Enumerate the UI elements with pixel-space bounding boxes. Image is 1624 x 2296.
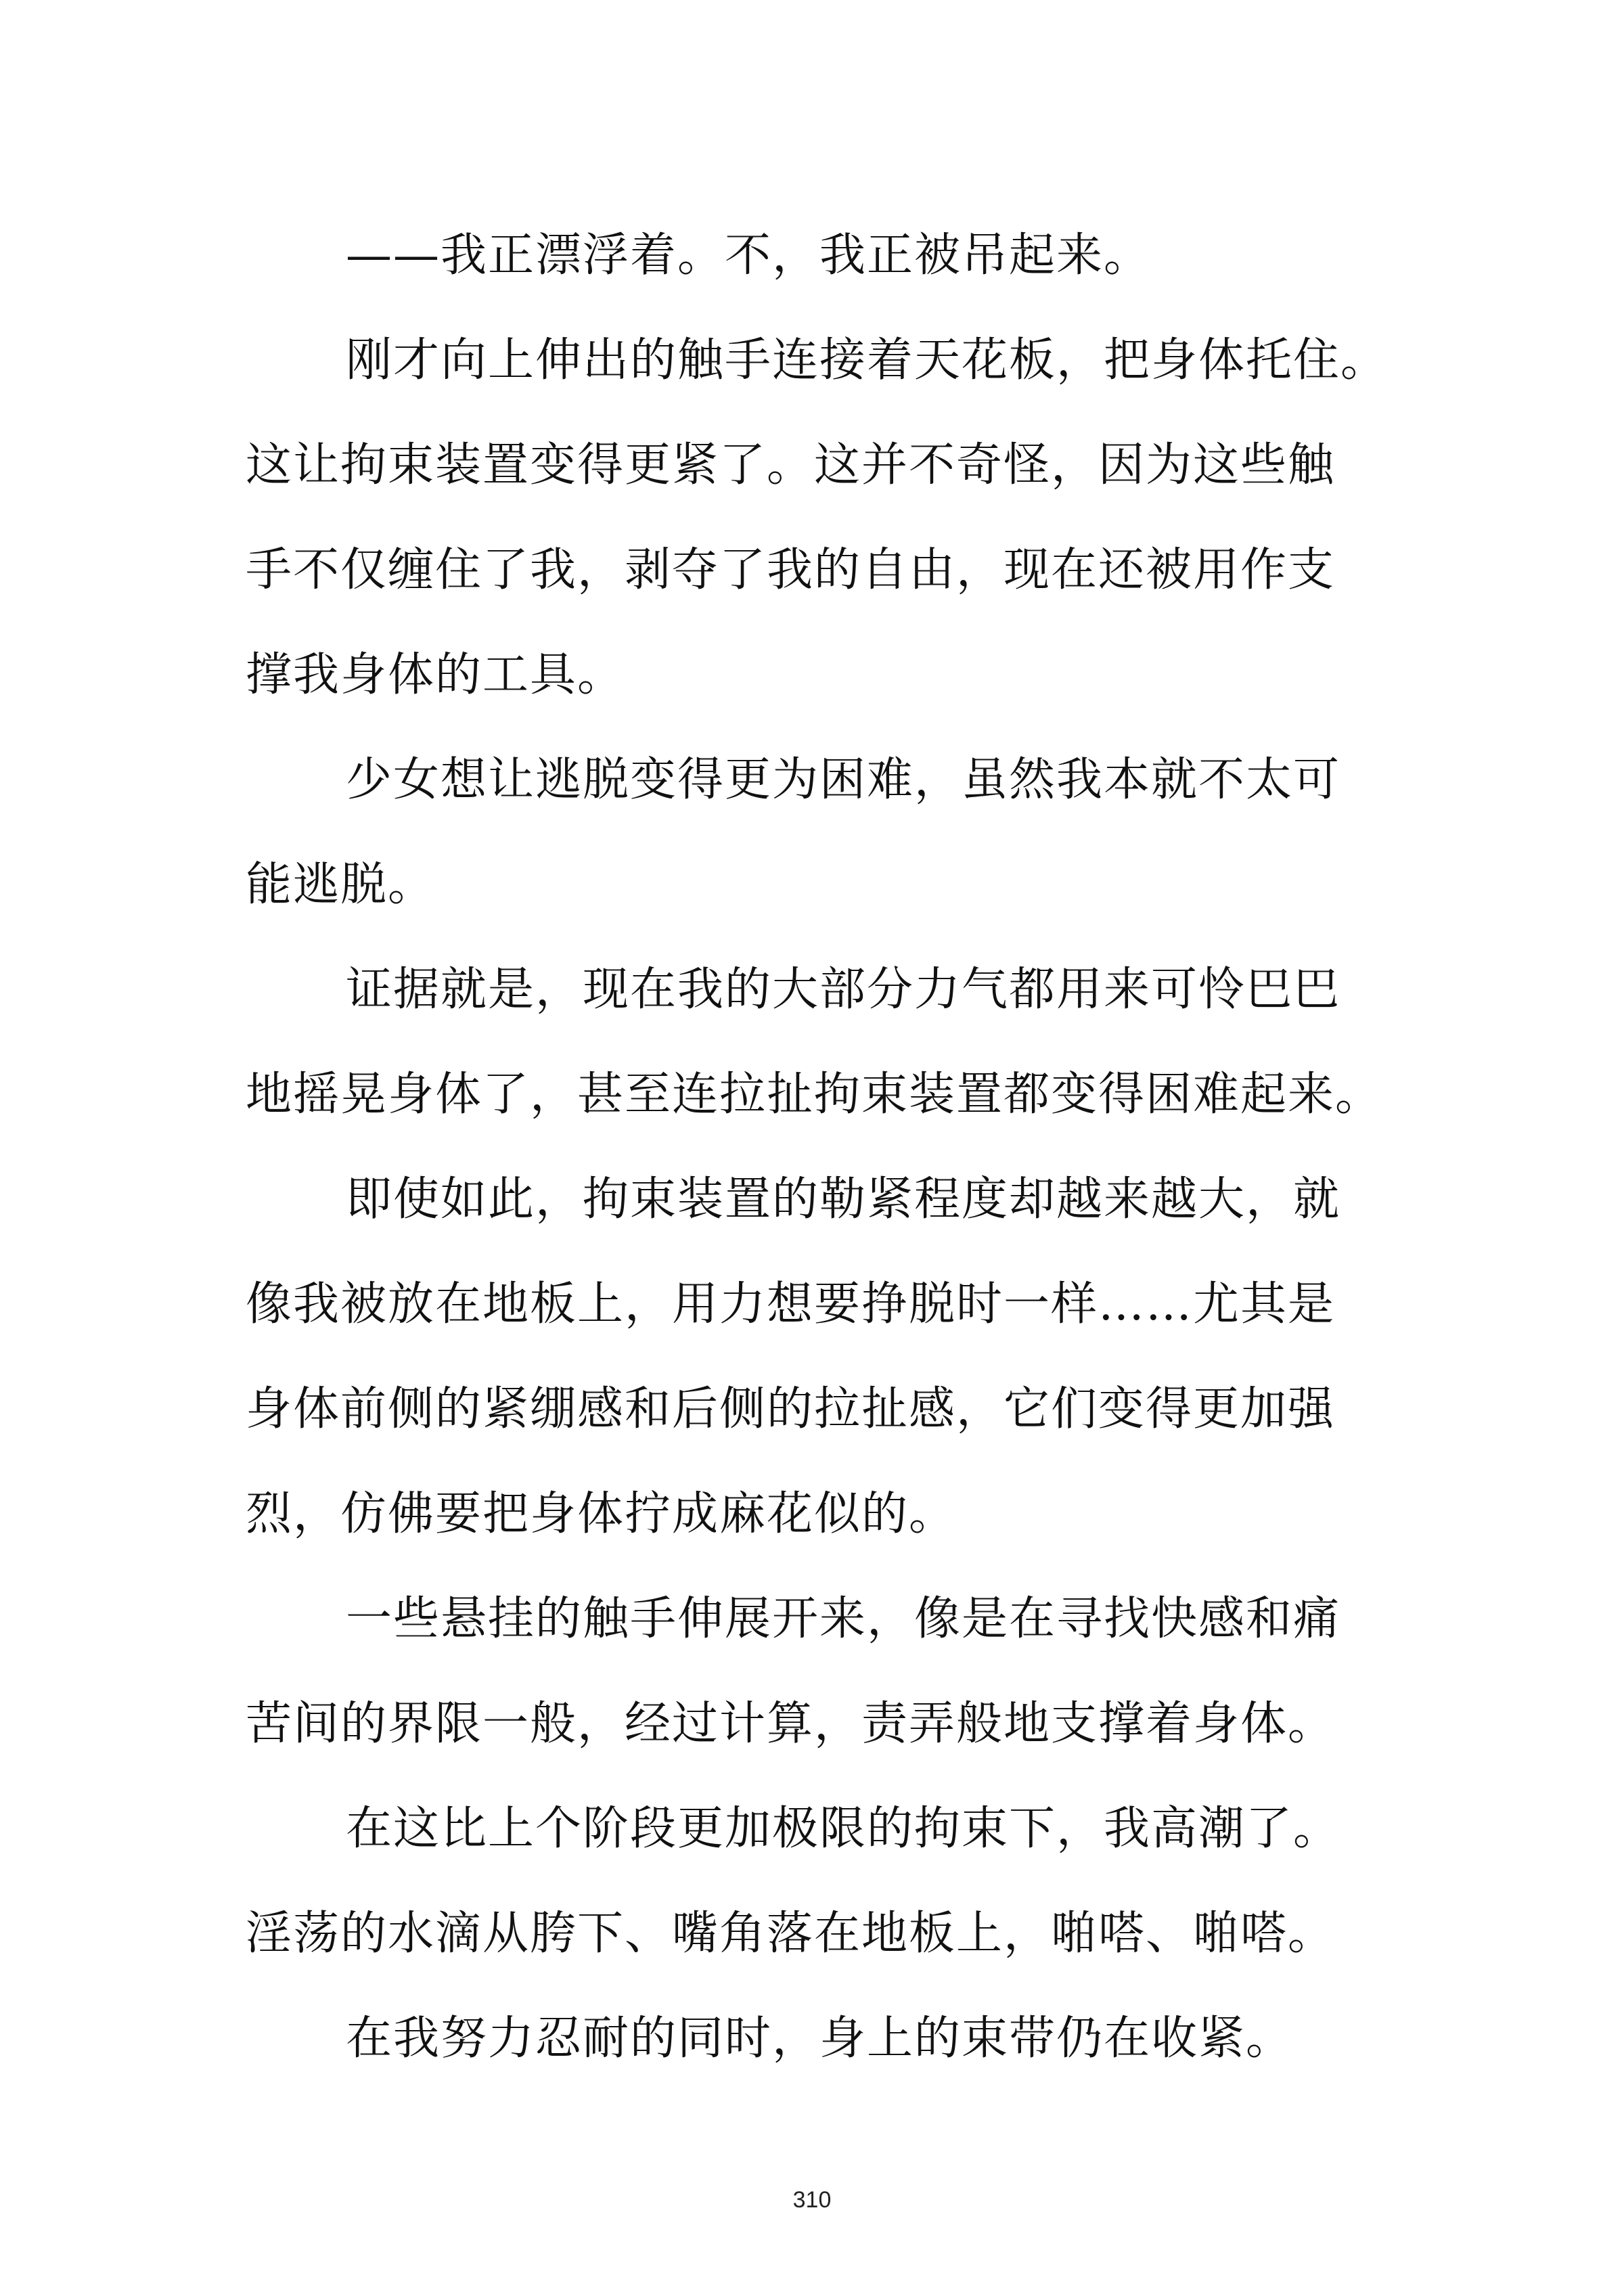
text-line: 身体前侧的紧绷感和后侧的拉扯感，它们变得更加强 [246,1382,1336,1436]
text-line: 这让拘束装置变得更紧了。这并不奇怪，因为这些触 [246,438,1336,492]
text-line: 一些悬挂的触手伸展开来，像是在寻找快感和痛 [346,1592,1341,1646]
text-line: 像我被放在地板上，用力想要挣脱时一样……尤其是 [246,1278,1336,1331]
text-line: ——我正漂浮着。不，我正被吊起来。 [346,229,1152,282]
text-line: 证据就是，现在我的大部分力气都用来可怜巴巴 [346,963,1341,1016]
text-line: 即使如此，拘束装置的勒紧程度却越来越大，就 [346,1173,1341,1226]
text-line: 撑我身体的工具。 [246,648,625,702]
text-line: 地摇晃身体了，甚至连拉扯拘束装置都变得困难起来。 [246,1068,1383,1121]
text-line: 在这比上个阶段更加极限的拘束下，我高潮了。 [346,1802,1341,1855]
text-line: 苦间的界限一般，经过计算，责弄般地支撑着身体。 [246,1697,1336,1751]
page-number: 310 [792,2187,832,2213]
text-line: 烈，仿佛要把身体拧成麻花似的。 [246,1487,957,1541]
text-line: 少女想让逃脱变得更为困难，虽然我本就不太可 [346,753,1341,807]
text-line: 刚才向上伸出的触手连接着天花板，把身体托住。 [346,334,1389,387]
text-line: 在我努力忍耐的同时，身上的束带仍在收紧。 [346,2012,1294,2065]
text-line: 手不仅缠住了我，剥夺了我的自由，现在还被用作支 [246,543,1336,597]
text-line: 能逃脱。 [246,858,436,911]
body-text [246,203,1396,2091]
text-line: 淫荡的水滴从胯下、嘴角落在地板上，啪嗒、啪嗒。 [246,1907,1336,1960]
